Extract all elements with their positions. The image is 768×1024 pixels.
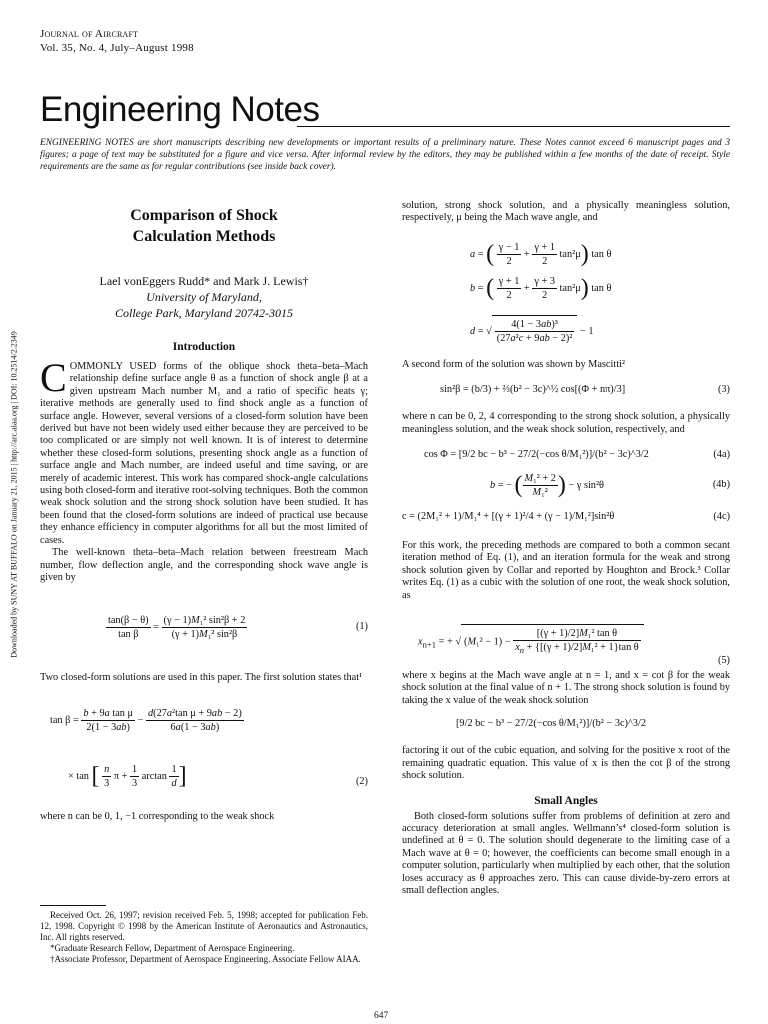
right-paragraph-7: Both closed-form solutions suffer from problems of definition at zero and accuracy deterioration at small angles. Wellmann’s⁴ closed-form solution is undefined at θ = 0. The solution should degenerate to the limiting case of a Mach wave at θ = 0; however, the coefficients can become small enough in a computer solution, particularly when multiplied by each other, that the solution loses accuracy as θ approaches zero. This can cause divide-by-zero errors at small deflection angles.: [402, 810, 730, 896]
affiliation-1: University of Maryland,: [146, 290, 262, 304]
equation-4a: [402, 448, 730, 464]
equation-1: $\frac{\tan(\beta - \theta)}{\text{tan β}}$ = $\frac{\text{(γ − 1)M₁² sin²β + 2}}{\text{(γ + 1)M₁² sin²β}}$ (1): [108, 615, 368, 641]
eq1-lhs: $\frac{\tan(\beta - \theta)}{\text{tan β}}$: [108, 615, 149, 641]
eq1-rhs: $\frac{\text{(γ − 1)M₁² sin²β + 2}}{\text{(γ + 1)M₁² sin²β}}$: [163, 615, 246, 641]
right-paragraph-1: solution, strong shock solution, and a physically meaningless solution, respectively, μ being the Mach wave angle, and: [402, 200, 730, 224]
section-note-text: are short manuscripts describing new developments or important results of a preliminary nature. These Notes cannot exceed 6 manuscript pages and 3 figures; a page of text may be substituted for a figure and vice versa. After informal review by the editors, they may be published within a few months of the date of receipt. Style requirements are the same as for regular contributions (see inside back cover).: [40, 138, 731, 172]
footnote-1: *Graduate Research Fellow, Department of Aerospace Engineering.: [50, 943, 295, 953]
dropcap: C: [40, 355, 67, 400]
equation-a: a = ( $\frac{\gamma - 1}{2}$ + $\frac{\gamma + 1}{2}$ tan²μ) tan θ: [470, 240, 612, 267]
equation-2: tan β = $\frac{\text{b + 9a tan μ}}{2(1 - 3ab)}$ − $\frac{\text{d(27a²tan μ + 9ab − 2)}}{6a(1 - 3ab)}$ × tan [ $\frac{n}{3}$ π + $\frac{1}{3}$ arctan $\frac{1}{d}$ ] (2): [50, 707, 368, 789]
eq1-number: (1): [355, 621, 368, 633]
journal-header: [40, 27, 194, 55]
masthead-rule: [297, 126, 730, 127]
article-title-line2: Calculation Methods: [132, 228, 276, 245]
eq2-term1: $\frac{\text{b + 9a tan μ}}{2(1 - 3ab)}$: [83, 707, 134, 733]
authors: Lael vonEggers Rudd* and Mark J. Lewis†: [99, 274, 309, 288]
eq-weak-text: [9/2 bc − b³ − 27/2(−cos θ/M₁²)]/(b² − 3c)^3/2: [456, 718, 646, 730]
eq2-number: (2): [355, 775, 368, 787]
eq3-number: (3): [717, 384, 730, 396]
right-paragraph-3: where n can be 0, 2, 4 corresponding to the strong shock solution, a physically meaningless solution, and the weak shock solution, respectively, and: [402, 411, 730, 435]
eq4c-number: (4c): [713, 511, 730, 523]
eq4a-text: cos Φ = [9/2 bc − b³ − 27/2(−cos θ/M₁²)]/(b² − 3c)^3/2: [424, 449, 649, 461]
right-column: [402, 200, 730, 897]
intro-paragraph-1: [40, 355, 368, 547]
affiliation-2: College Park, Maryland 20742-3015: [115, 306, 293, 320]
equation-4c: [402, 510, 730, 526]
download-sidebar: [8, 320, 20, 670]
article-title: [40, 205, 368, 247]
eq4c-text: c = (2M₁² + 1)/M₁⁴ + [(γ + 1)²/4 + (γ − 1)/M₁²]sin²θ: [402, 511, 615, 523]
equation-weak: [402, 717, 730, 733]
eq5-number: (5): [717, 655, 730, 667]
section-note-lead: ENGINEERING NOTES: [40, 138, 134, 148]
intro-heading: Introduction: [172, 341, 236, 353]
intro-caps: OMMONLY USED: [69, 361, 157, 372]
footnotes: [40, 905, 368, 965]
eq3-text: sin²β = (b/3) + ⅔(b² − 3c)^½ cos[(Φ + nπ)/3]: [440, 384, 626, 396]
eq2-term2: $\frac{\text{d(27a²tan μ + 9ab − 2)}}{6a(1 - 3ab)}$: [148, 707, 242, 733]
right-paragraph-2: A second form of the solution was shown by Mascitti²: [402, 358, 626, 370]
eq4b-number: (4b): [712, 479, 730, 491]
small-angles-heading: Small Angles: [534, 794, 598, 807]
equation-d: d = √ $\frac{\text{4(1 − 3ab)³}}{\text{(27a²c + 9ab − 2)²}}$ − 1: [402, 309, 730, 353]
equation-b: b = ( $\frac{\gamma + 1}{2}$ + $\frac{\gamma + 3}{2}$ tan²μ) tan θ: [470, 274, 612, 301]
equation-4b: b = − ( $\frac{\text{M₁² + 2}}{\text{M₁²}}$ ) − γ sin²θ (4b): [490, 472, 730, 499]
footnote-received: Received Oct. 26, 1997; revision received Feb. 5, 1998; accepted for publication Feb. 12, 1998. Copyright © 1998 by the American Institute of Aeronautics and Astronautics, Inc. All rights reserved.: [40, 910, 368, 942]
intro-paragraph-4: where n can be 0, 1, −1 corresponding to the weak shock: [40, 810, 275, 822]
journal-name: Journal of Aircraft: [40, 28, 139, 40]
intro-p1-text: forms of the oblique shock theta–beta–Mach relationship define surface angle θ as a function of shock angle β at a given upstream Mach number M₁ and a ratio of specific heats γ; iterative methods are generally used to find shock angle as a function of surface angle. However, several versions of a closed-form solution have been derived but have not been widely used either because they are perceived to be too complicated or are simply not well known. It is of interest to determine whether these closed-form solutions, presenting shock angle as a function of surface angle and Mach number, are indeed useful and time saving, or are merely of academic interest. This work has compared shock-angle calculations using both closed-form and iterative root-solving techniques. Both the common weak shock solution and the strong shock solution have been studied. It has been found that the closed-form solutions are indeed of practical use because they enhance efficiency in computer algorithms for all but the most limited of cases.: [40, 361, 368, 546]
footnote-2: †Associate Professor, Department of Aerospace Engineering. Associate Fellow AIAA.: [50, 954, 361, 964]
article-title-line1: Comparison of Shock: [130, 207, 278, 224]
section-title: Engineering Notes: [40, 90, 320, 129]
section-note: [40, 137, 730, 173]
equation-3: [402, 383, 730, 399]
equation-5: $x_{n+1}$ = + √ (M₁² − 1) − $\frac{\text{[(γ + 1)/2]M₁² tan θ}}{x_n + \{[(\gamma + 1)/2]M_1^2 + 1\}\tan \theta}$ (5): [402, 616, 730, 670]
right-paragraph-4: For this work, the preceding methods are compared to both a common secant iteration method of Eq. (1), and an iteration formula for the weak and strong shock solution given by Collar and reported by Houghton and Brock.³ Collar writes Eq. (1) as a cubic with the solution of one root, the weak shock solution, as: [402, 540, 730, 601]
page-number: 647: [374, 1011, 389, 1021]
right-paragraph-5: where x begins at the Mach wave angle at n = 1, and x = cot β for the weak shock solution at the final value of n + 1. The strong shock solution is found by taking the x value of the weak shock solution: [402, 670, 730, 706]
left-column: [40, 200, 368, 823]
footnote-rule: [40, 905, 106, 906]
masthead: [40, 90, 730, 130]
intro-paragraph-2: The well-known theta–beta–Mach relation between freestream Mach number, flow deflection angle, and the corresponding shock wave angle is given by: [40, 547, 368, 583]
eq4a-number: (4a): [713, 449, 730, 461]
intro-paragraph-3: Two closed-form solutions are used in this paper. The first solution states that¹: [40, 672, 363, 684]
right-paragraph-6: factoring it out of the cubic equation, and solving for the positive x root of the remaining quadratic equation. This value of x is then the cot β of the strong shock solution.: [402, 745, 730, 782]
journal-issue: Vol. 35, No. 4, July–August 1998: [40, 42, 194, 54]
download-sidebar-text: Downloaded by SUNY AT BUFFALO on January 21, 2015 | http://arc.aiaa.org | DOI: 10.2514/2.2349: [9, 331, 19, 658]
